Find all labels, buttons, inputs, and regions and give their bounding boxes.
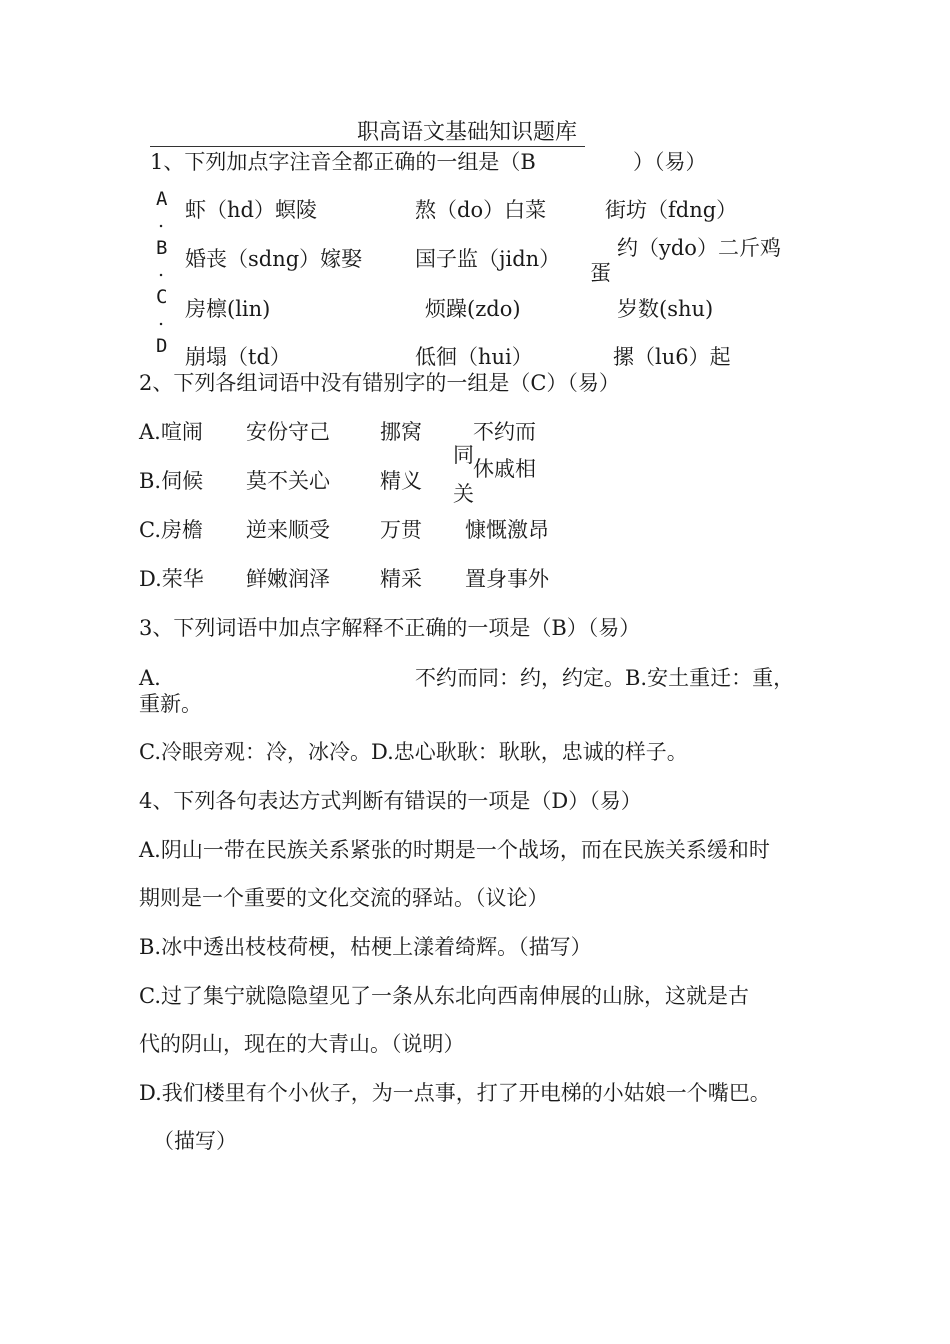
q2-c-col2: 逆来顺受 — [246, 518, 330, 542]
q1-d-col1: 崩塌（td） — [185, 345, 291, 369]
q2-d-col2: 鲜嫩润泽 — [246, 567, 330, 591]
q1-c-col2: 烦躁(zdo) — [425, 297, 521, 321]
q2-a-col2: 安份守己 — [246, 420, 330, 444]
page-title: 职高语文基础知识题库 — [357, 120, 578, 145]
q1-letter-b: B — [156, 237, 168, 259]
q2-a-col4-wrap: 同 — [453, 443, 474, 467]
q4-stem: 4、下列各句表达方式判断有错误的一项是（D）（易） — [139, 789, 642, 813]
q2-d-col3: 精采 — [380, 567, 422, 591]
q2-a-col4: 不约而 — [473, 420, 536, 444]
q1-dot-c: . — [158, 308, 165, 330]
q1-dot-a: . — [158, 210, 165, 232]
q1-dot-b: . — [158, 259, 165, 281]
q2-d-col4: 置身事外 — [465, 567, 549, 591]
q1-a-col2: 熬（do）白菜 — [415, 198, 547, 222]
q1-d-col2: 低徊（hui） — [415, 345, 533, 369]
q1-letter-c: C — [156, 286, 168, 308]
q2-b-col1: B.伺候 — [139, 469, 204, 493]
q3-options-cd: C.冷眼旁观：冷，冰冷。D.忠心耿耿：耿耿，忠诚的样子。 — [139, 740, 688, 764]
q1-c-col3: 岁数(shu) — [617, 297, 714, 321]
q3-options-ab: 不约而同：约，约定。B.安土重迁：重， — [415, 666, 795, 690]
q1-stem-end: ）（易） — [633, 150, 707, 174]
q3-option-b-cont: 重新。 — [139, 692, 202, 716]
q1-b-col1: 婚丧（sdng）嫁娶 — [185, 247, 363, 271]
q4-option-c-line2: 代的阴山，现在的大青山。（说明） — [139, 1032, 465, 1056]
q2-b-col4-wrap: 关 — [453, 482, 474, 506]
q1-a-col3: 街坊（fdng） — [605, 198, 738, 222]
q1-b-col2: 国子监（jidn） — [415, 247, 561, 271]
q4-option-a-line1: A.阴山一带在民族关系紧张的时期是一个战场，而在民族关系缓和时 — [139, 838, 770, 862]
q2-a-col3: 挪窝 — [380, 420, 422, 444]
q4-option-a-line2: 期则是一个重要的文化交流的驿站。（议论） — [139, 886, 549, 910]
q1-a-col1: 虾（hd）螟陵 — [185, 198, 317, 222]
q2-c-col1: C.房檐 — [139, 518, 203, 542]
q4-option-d-line1: D.我们楼里有个小伙子，为一点事，打了开电梯的小姑娘一个嘴巴。 — [139, 1081, 771, 1105]
q1-stem: 1、下列加点字注音全都正确的一组是（B — [150, 150, 536, 174]
q2-b-col2: 莫不关心 — [246, 469, 330, 493]
q4-option-d-line2: （描写） — [153, 1129, 237, 1153]
q1-d-col3: 摞（lu6）起 — [613, 345, 731, 369]
q2-stem: 2、下列各组词语中没有错别字的一组是（C）（易） — [139, 371, 620, 395]
q2-c-col3: 万贯 — [380, 518, 422, 542]
q2-a-col1: A.喧闹 — [139, 420, 203, 444]
q3-option-a-label: A. — [139, 666, 161, 690]
q2-c-col4: 慷慨激昂 — [465, 518, 549, 542]
q3-stem: 3、下列词语中加点字解释不正确的一项是（B）（易） — [139, 616, 641, 640]
title-underline — [150, 146, 585, 147]
q2-d-col1: D.荣华 — [139, 567, 204, 591]
q1-letter-a: A — [156, 188, 168, 210]
q2-b-col4: 休戚相 — [473, 457, 536, 481]
q2-b-col3: 精义 — [380, 469, 422, 493]
q1-letter-d: D — [156, 335, 168, 357]
q1-b-col3-wrap: 蛋 — [590, 261, 611, 285]
q1-b-col3: 约（ydo）二斤鸡 — [617, 236, 781, 260]
q4-option-c-line1: C.过了集宁就隐隐望见了一条从东北向西南伸展的山脉，这就是古 — [139, 984, 749, 1008]
q1-c-col1: 房檩(lin) — [185, 297, 271, 321]
q4-option-b: B.冰中透出枝枝荷梗，枯梗上漾着绮辉。（描写） — [139, 935, 592, 959]
